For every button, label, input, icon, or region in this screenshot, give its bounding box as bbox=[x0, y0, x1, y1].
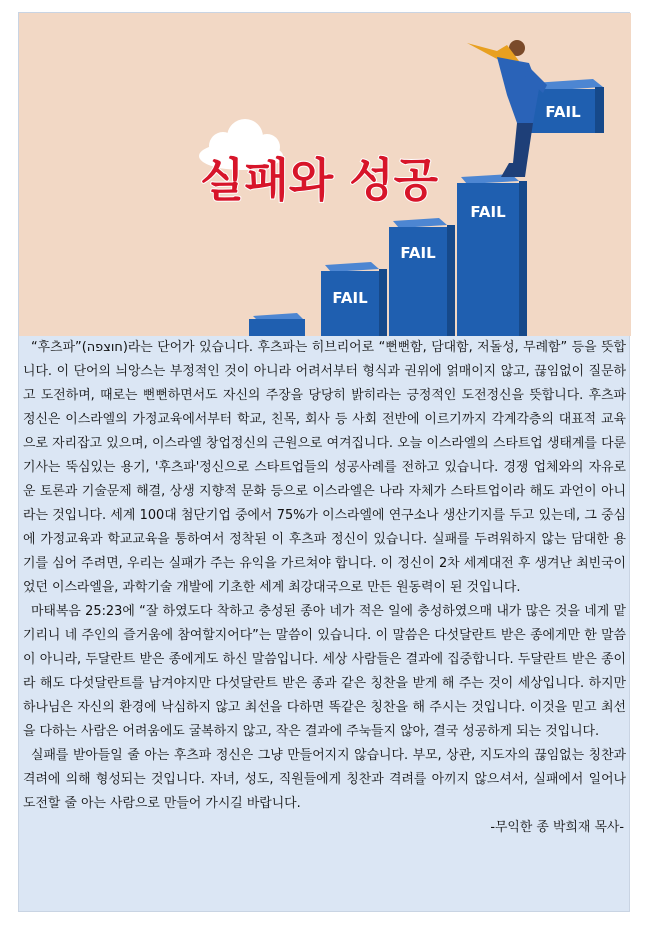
step-3 bbox=[389, 218, 455, 336]
fail-label-2: FAIL bbox=[400, 244, 436, 262]
fail-label-1: FAIL bbox=[332, 289, 368, 307]
fail-label-4: FAIL bbox=[545, 103, 581, 121]
article-body bbox=[23, 336, 626, 840]
fail-label-3: FAIL bbox=[470, 203, 506, 221]
paragraph-2: 마태복음 25:23에 “잘 하였도다 착하고 충성된 종아 네가 적은 일에 충성하였으매 내가 많은 것을 네게 맡기리니 네 주인의 즐거움에 참여할지어다”는 말씀이 있습니다. 이 말씀은 다섯달란트 받은 종에게만 한 말씀이 아니라, 두달란트 받은 종에게도 하신 말씀입니다. 세상 사람들은 결과에 집중합니다. 두달란트 받은 종이라 해도 다섯달란트를 남겨야지만 다섯달란트 받은 종과 같은 칭찬을 받게 해 주는 것이 세상입니다. 하지만 하나님은 자신의 환경에 낙심하지 않고 최선을 다하면 똑같은 칭찬을 해 주시는 것입니다. 이것을 믿고 최선을 다하는 사람은 어려움에도 굴복하지 않고, 작은 결과에 주눅들지 않아, 결국 성공하게 되는 것입니다. bbox=[23, 604, 626, 739]
hero-illustration bbox=[19, 13, 631, 336]
paragraph-3: 실패를 받아들일 줄 아는 후츠파 정신은 그냥 만들어지지 않습니다. 부모, 상관, 지도자의 끊임없는 칭찬과 격려에 의해 형성되는 것입니다. 자녀, 성도, 직원들에게 칭찬과 격려를 아끼지 않으셔서, 실패에서 일어나 도전할 줄 아는 사람으로 만들어 가시길 바랍니다. bbox=[23, 748, 626, 811]
paragraph-1: “후츠파”(חוצפה)라는 단어가 있습니다. 후츠파는 히브리어로 “뻔뻔함, 담대함, 저돌성, 무례함” 등을 뜻합니다. 이 단어의 늬앙스는 부정적인 것이 아니라 어려서부터 형식과 권위에 얽매이지 않고, 끊임없이 질문하고 도전하며, 때로는 뻔뻔하면서도 자신의 주장을 당당히 밝히라는 긍정적인 도전정신을 뜻합니다. 후츠파 정신은 이스라엘의 가정교육에서부터 학교, 친목, 회사 등 사회 전반에 이르기까지 각계각층의 대표적 교육으로 자리잡고 있으며, 이스라엘 창업정신의 근원으로 여겨집니다. 오늘 이스라엘의 스타트업 생태계를 다룬 기사는 뚝심있는 용기, '후츠파'정신으로 스타트업들의 성공사례를 전하고 있습니다. 경쟁 업체와의 자유로운 토론과 기술문제 해결, 상생 지향적 문화 등으로 이스라엘은 나라 자체가 스타트업이라 해도 과언이 아니라는 것입니다. 세계 100대 첨단기업 중에서 75%가 이스라엘에 연구소나 생산기지를 두고 있는데, 그 중심에 가정교육과 학교교육을 통하여서 정착된 이 후츠파 정신이 있습니다. 실패를 두려워하지 않는 담대한 용기를 심어 주려면, 우리는 실패가 주는 유익을 가르쳐야 합니다. 이 정신이 2차 세계대전 후 생겨난 최빈국이었던 이스라엘을, 과학기술 개발에 기초한 세계 최강대국으로 만든 원동력이 된 것입니다. bbox=[23, 340, 626, 595]
article-card bbox=[18, 12, 630, 912]
image-title: 실패와 성공 bbox=[199, 153, 439, 207]
step-4 bbox=[457, 174, 527, 336]
step-1 bbox=[249, 313, 305, 336]
signature: -무익한 종 박희재 목사- bbox=[490, 820, 624, 835]
step-2 bbox=[321, 262, 387, 336]
